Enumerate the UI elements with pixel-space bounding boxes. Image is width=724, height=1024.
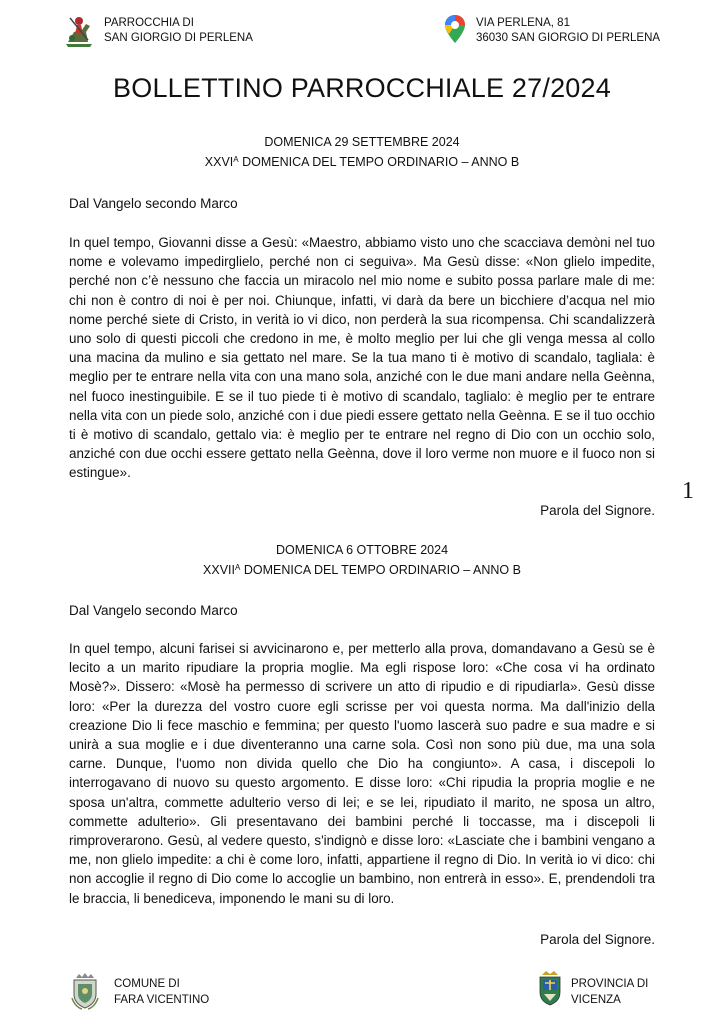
section1-closing: Parola del Signore. — [540, 503, 655, 518]
page-number: 1 — [682, 478, 694, 504]
parish-name-line2: SAN GIORGIO DI PERLENA — [104, 32, 253, 44]
section1-heading — [0, 134, 724, 171]
provincia-line1: PROVINCIA DI — [571, 978, 649, 990]
section2-sunday — [0, 559, 724, 579]
section1-sunday — [0, 151, 724, 171]
provincia-line2: VICENZA — [571, 994, 621, 1006]
saint-george-logo-icon — [64, 14, 94, 48]
bulletin-title: BOLLETTINO PARROCCHIALE 27/2024 — [113, 73, 611, 103]
provincia-footer — [538, 970, 648, 1008]
section2-sunday-superscript: A — [235, 563, 241, 572]
section1-gospel-text: In quel tempo, Giovanni disse a Gesù: «Maestro, abbiamo visto uno che scacciava demòni nel tuo nome e volevamo impedirglielo, perché non ci seguiva». Ma Gesù disse: «Non glielo impedite, perché non c’è nessuno che faccia un miracolo nel mio nome e subito possa parlare male di me: chi non è contro di noi è per noi. Chiunque, infatti, vi darà da bere un bicchiere d’acqua nel mio nome perché siete di Cristo, in verità io vi dico, non perderà la sua ricompensa. Chi scandalizzerà uno solo di questi piccoli che credono in me, è molto meglio per lui che gli venga messa al collo una macina da mulino e sia gettato nel mare. Se la tua mano ti è motivo di scandalo, tagliala: è meglio per te entrare nella vita con una mano sola, anziché con le due mani andare nella Geènna, nel fuoco inestinguibile. E se il tuo piede ti è motivo di scandalo, taglialo: è meglio per te entrare nella vita con un piede solo, anziché con i due piedi essere gettato nella Geènna. E se il tuo occhio ti è motivo di scandalo, gettalo via: è meglio per te entrare nel regno di Dio con un occhio solo, anziché con due occhi essere gettato nella Geènna, dove il loro verme non muore e il fuoco non si estingue». — [69, 235, 655, 481]
comune-line1: COMUNE DI — [114, 978, 180, 990]
address-header — [444, 14, 660, 46]
section2-date: DOMENICA 6 OTTOBRE 2024 — [275, 543, 449, 557]
section2-gospel-text: In quel tempo, alcuni farisei si avvicinarono e, per metterlo alla prova, domandavano a Gesù se è lecito a un marito ripudiare la propria moglie. Ma egli rispose loro: «Che cosa vi ha ordinato Mosè?». Dissero: «Mosè ha permesso di scrivere un atto di ripudio e di ripudiarla». Gesù disse loro: «Per la durezza del vostro cuore egli scrisse per voi questa norma. Ma dall'inizio della creazione Dio li fece maschio e femmina; per questo l'uomo lascerà suo padre e sua madre e si unirà a sua moglie e i due diventeranno una carne sola. Così non sono più due, ma una sola carne. Dunque, l'uomo non divida quello che Dio ha congiunto». A casa, i discepoli lo interrogavano di nuovo su questo argomento. E disse loro: «Chi ripudia la propria moglie e ne sposa un'altra, commette adulterio verso di lei; e se lei, ripudiato il marito, ne sposa un altro, commette adulterio». Gli presentavano dei bambini perché li toccasse, ma i discepoli li rimproverarono. Gesù, al vedere questo, s'indignò e disse loro: «Lasciate che i bambini vengano a me, non glielo impedite: a chi è come loro, infatti, appartiene il regno di Dio. In verità io vi dico: chi non accoglie il regno di Dio come lo accoglie un bambino, non entrerà in esso». E, prendendoli tra le braccia, li benediceva, imponendo le mani su di loro. — [69, 641, 655, 906]
section2-heading — [0, 542, 724, 579]
comune-crest-icon — [70, 972, 100, 1010]
section1-sunday-title: DOMENICA DEL TEMPO ORDINARIO – ANNO B — [238, 155, 520, 169]
section2-closing: Parola del Signore. — [540, 932, 655, 947]
address-line2: 36030 SAN GIORGIO DI PERLENA — [476, 32, 661, 44]
provincia-crest-icon — [538, 970, 562, 1006]
parish-name-line1: PARROCCHIA DI — [104, 17, 194, 29]
section1-date: DOMENICA 29 SETTEMBRE 2024 — [264, 135, 460, 149]
section1-sunday-superscript: A — [233, 155, 239, 164]
section1-gospel-source: Dal Vangelo secondo Marco — [69, 196, 238, 211]
address-line1: VIA PERLENA, 81 — [476, 17, 570, 29]
map-pin-icon — [444, 14, 466, 44]
section2-sunday-title: DOMENICA DEL TEMPO ORDINARIO – ANNO B — [240, 563, 521, 577]
comune-line2: FARA VICENTINO — [114, 994, 210, 1006]
parish-header — [64, 14, 253, 48]
section1-sunday-number: XXVI — [204, 155, 234, 169]
section2-gospel-source: Dal Vangelo secondo Marco — [69, 603, 238, 618]
section2-sunday-number: XXVII — [203, 563, 235, 577]
comune-footer — [70, 972, 209, 1010]
